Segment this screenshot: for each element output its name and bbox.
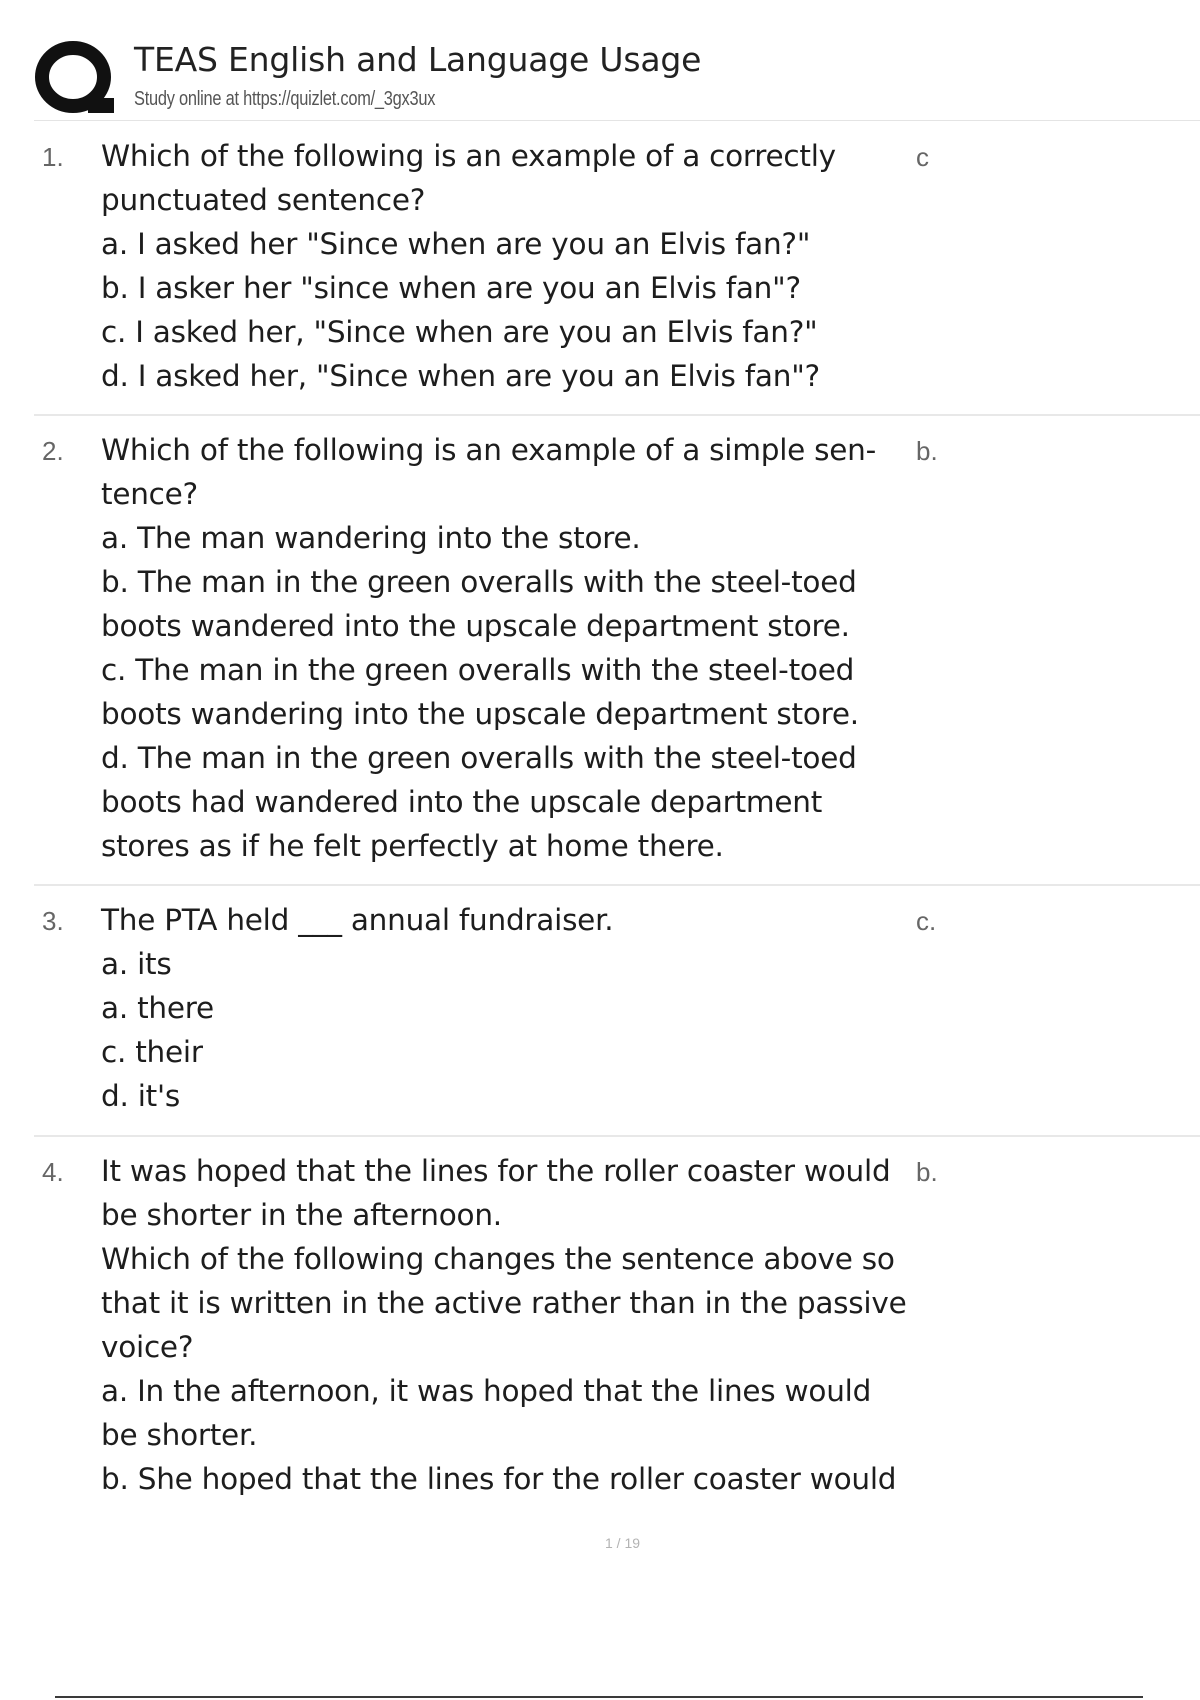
option-line: a. In the afternoon, it was hoped that the lines would [101,1374,872,1408]
question-line: voice? [101,1330,194,1364]
option-line: boots wandered into the upscale department store. [101,609,850,643]
document-title: TEAS English and Language Usage [134,40,702,79]
study-online-link[interactable]: Study online at https://quizlet.com/_3gx3ux [134,88,436,110]
option-line: boots wandering into the upscale department store. [101,697,859,731]
bottom-divider [55,1696,1143,1698]
question-line: The PTA held ___ annual fundraiser. [101,903,614,937]
question-line: be shorter in the afternoon. [101,1198,502,1232]
question-line: Which of the following changes the sentence above so [101,1242,895,1276]
page-indicator: 1 / 19 [605,1535,641,1551]
question-card [34,122,1200,416]
question-text [101,898,931,1118]
question-line: tence? [101,477,198,511]
option-line: a. The man wandering into the store. [101,521,641,555]
question-text [101,428,931,868]
answer-key: b. [916,1157,938,1187]
answer-key: b. [916,436,938,466]
question-number: 4. [42,1157,64,1187]
question-card [34,416,1200,886]
answer-key: c. [916,906,937,936]
quizlet-logo-icon [34,40,116,116]
option-line: stores as if he felt perfectly at home there. [101,829,724,863]
question-number: 2. [42,436,64,466]
question-number: 3. [42,906,64,936]
question-card [34,1137,1200,1517]
answer-key: c [916,142,929,172]
option-line: c. I asked her, "Since when are you an Elvis fan?" [101,315,818,349]
option-line: boots had wandered into the upscale department [101,785,823,819]
question-text [101,1149,931,1501]
question-line: It was hoped that the lines for the roller coaster would [101,1154,891,1188]
option-line: d. The man in the green overalls with the steel-toed [101,741,857,775]
document-header [34,34,1194,120]
option-line: b. I asker her "since when are you an Elvis fan"? [101,271,801,305]
option-line: a. I asked her "Since when are you an Elvis fan?" [101,227,811,261]
question-line: that it is written in the active rather than in the passive [101,1286,907,1320]
option-line: be shorter. [101,1418,258,1452]
header-divider [34,120,1200,121]
question-line: punctuated sentence? [101,183,426,217]
option-line: c. The man in the green overalls with the steel-toed [101,653,855,687]
question-line: Which of the following is an example of a simple sen- [101,433,877,467]
question-card [34,886,1200,1137]
option-line: c. their [101,1035,203,1069]
question-text [101,134,931,398]
option-line: d. it's [101,1079,180,1113]
option-line: d. I asked her, "Since when are you an Elvis fan"? [101,359,820,393]
question-number: 1. [42,142,64,172]
option-line: b. She hoped that the lines for the roller coaster would [101,1462,897,1496]
option-line: b. The man in the green overalls with the steel-toed [101,565,857,599]
option-line: a. its [101,947,172,981]
question-line: Which of the following is an example of a correctly [101,139,836,173]
option-line: a. there [101,991,214,1025]
